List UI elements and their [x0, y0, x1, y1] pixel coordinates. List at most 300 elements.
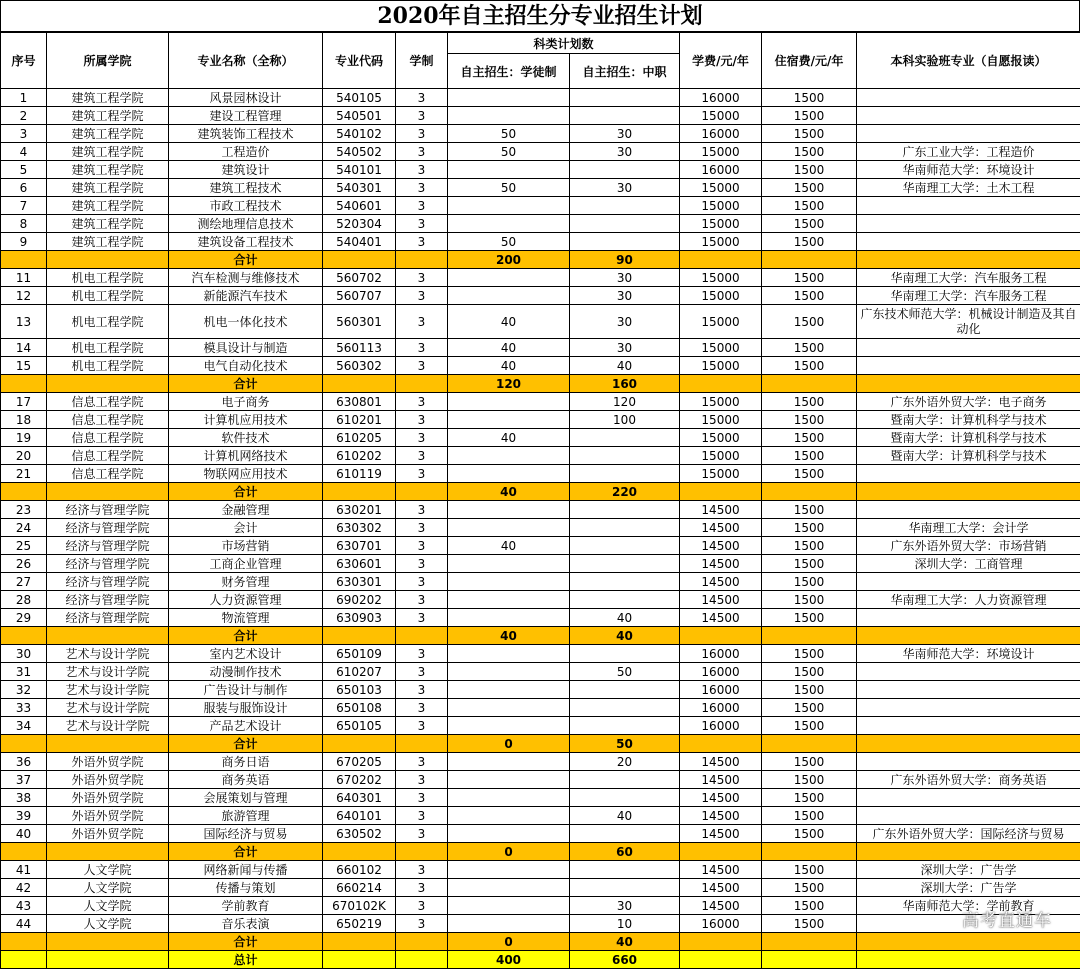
cell-years: 3 — [396, 519, 448, 537]
cell-plan-apprentice — [448, 591, 570, 609]
subtotal-label: 合计 — [169, 933, 323, 951]
cell-college: 外语外贸学院 — [47, 807, 169, 825]
cell-tuition: 16000 — [680, 89, 762, 107]
cell-pilot — [857, 699, 1080, 717]
table-row — [1, 699, 1080, 717]
cell-college: 信息工程学院 — [47, 393, 169, 411]
cell-tuition: 16000 — [680, 717, 762, 735]
cell-code: 540301 — [323, 179, 396, 197]
cell-years: 3 — [396, 339, 448, 357]
cell-plan-apprentice — [448, 897, 570, 915]
cell-major: 建设工程管理 — [169, 107, 323, 125]
cell-plan-apprentice — [448, 825, 570, 843]
cell-blank — [1, 735, 47, 753]
cell-college: 信息工程学院 — [47, 447, 169, 465]
cell-tuition: 15000 — [680, 179, 762, 197]
cell-dorm: 1500 — [762, 233, 857, 251]
table-row — [1, 269, 1080, 287]
cell-no: 28 — [1, 591, 47, 609]
cell-code: 540501 — [323, 107, 396, 125]
cell-major: 商务英语 — [169, 771, 323, 789]
cell-no: 5 — [1, 161, 47, 179]
cell-college: 信息工程学院 — [47, 429, 169, 447]
cell-major: 广告设计与制作 — [169, 681, 323, 699]
cell-pilot: 广东外语外贸大学：国际经济与贸易 — [857, 825, 1080, 843]
cell-pilot: 华南师范大学：学前教育 — [857, 897, 1080, 915]
cell-dorm: 1500 — [762, 501, 857, 519]
cell-blank — [323, 483, 396, 501]
cell-plan-apprentice — [448, 161, 570, 179]
cell-plan-apprentice — [448, 699, 570, 717]
cell-plan-apprentice: 40 — [448, 305, 570, 339]
cell-blank — [47, 843, 169, 861]
cell-tuition: 14500 — [680, 591, 762, 609]
cell-blank — [47, 951, 169, 969]
total-plan-apprentice: 200 — [448, 251, 570, 269]
grand-total-row — [1, 951, 1080, 969]
total-plan-apprentice: 0 — [448, 933, 570, 951]
table-row — [1, 89, 1080, 107]
cell-blank — [857, 735, 1080, 753]
cell-no: 4 — [1, 143, 47, 161]
cell-plan-vocational: 30 — [570, 287, 680, 305]
cell-dorm: 1500 — [762, 89, 857, 107]
cell-dorm: 1500 — [762, 393, 857, 411]
cell-blank — [857, 627, 1080, 645]
cell-tuition: 14500 — [680, 879, 762, 897]
cell-tuition: 14500 — [680, 771, 762, 789]
cell-pilot: 广东工业大学：工程造价 — [857, 143, 1080, 161]
cell-college: 机电工程学院 — [47, 339, 169, 357]
cell-no: 34 — [1, 717, 47, 735]
subtotal-row — [1, 843, 1080, 861]
cell-code: 650109 — [323, 645, 396, 663]
cell-years: 3 — [396, 537, 448, 555]
header-pilot: 本科实验班专业（自愿报读） — [857, 33, 1080, 89]
cell-plan-apprentice — [448, 789, 570, 807]
table-row — [1, 573, 1080, 591]
cell-no: 42 — [1, 879, 47, 897]
table-row — [1, 339, 1080, 357]
cell-tuition: 16000 — [680, 699, 762, 717]
cell-code: 650219 — [323, 915, 396, 933]
cell-pilot — [857, 789, 1080, 807]
cell-blank — [680, 251, 762, 269]
cell-dorm: 1500 — [762, 897, 857, 915]
cell-plan-apprentice — [448, 393, 570, 411]
cell-no: 17 — [1, 393, 47, 411]
table-row — [1, 161, 1080, 179]
total-plan-apprentice: 0 — [448, 843, 570, 861]
cell-tuition: 14500 — [680, 825, 762, 843]
cell-code: 630502 — [323, 825, 396, 843]
cell-tuition: 14500 — [680, 555, 762, 573]
subtotal-row — [1, 483, 1080, 501]
cell-pilot — [857, 573, 1080, 591]
subtotal-row — [1, 735, 1080, 753]
cell-major: 国际经济与贸易 — [169, 825, 323, 843]
cell-major: 新能源汽车技术 — [169, 287, 323, 305]
cell-plan-apprentice — [448, 465, 570, 483]
table-row — [1, 807, 1080, 825]
cell-code: 630701 — [323, 537, 396, 555]
table-row — [1, 393, 1080, 411]
cell-major: 物流管理 — [169, 609, 323, 627]
cell-plan-vocational — [570, 447, 680, 465]
cell-major: 金融管理 — [169, 501, 323, 519]
cell-plan-apprentice — [448, 519, 570, 537]
cell-blank — [47, 627, 169, 645]
cell-dorm: 1500 — [762, 771, 857, 789]
cell-pilot — [857, 717, 1080, 735]
table-row — [1, 897, 1080, 915]
cell-college: 外语外贸学院 — [47, 753, 169, 771]
cell-tuition: 14500 — [680, 609, 762, 627]
cell-tuition: 14500 — [680, 789, 762, 807]
cell-code: 560707 — [323, 287, 396, 305]
cell-code: 640101 — [323, 807, 396, 825]
cell-blank — [1, 483, 47, 501]
cell-blank — [396, 735, 448, 753]
cell-code: 630302 — [323, 519, 396, 537]
cell-pilot: 暨南大学：计算机科学与技术 — [857, 429, 1080, 447]
cell-pilot: 深圳大学：广告学 — [857, 879, 1080, 897]
cell-code: 670205 — [323, 753, 396, 771]
cell-plan-vocational — [570, 717, 680, 735]
cell-major: 市场营销 — [169, 537, 323, 555]
cell-dorm: 1500 — [762, 807, 857, 825]
total-plan-apprentice: 0 — [448, 735, 570, 753]
cell-plan-apprentice: 40 — [448, 357, 570, 375]
cell-major: 服装与服饰设计 — [169, 699, 323, 717]
cell-code: 540601 — [323, 197, 396, 215]
table-row — [1, 501, 1080, 519]
cell-no: 1 — [1, 89, 47, 107]
table-row — [1, 411, 1080, 429]
cell-no: 43 — [1, 897, 47, 915]
cell-code: 630201 — [323, 501, 396, 519]
cell-plan-vocational: 10 — [570, 915, 680, 933]
total-plan-apprentice: 40 — [448, 483, 570, 501]
cell-years: 3 — [396, 447, 448, 465]
cell-blank — [680, 843, 762, 861]
cell-plan-vocational — [570, 555, 680, 573]
cell-plan-apprentice: 50 — [448, 233, 570, 251]
cell-college: 机电工程学院 — [47, 305, 169, 339]
table-row — [1, 753, 1080, 771]
table-row — [1, 861, 1080, 879]
cell-college: 艺术与设计学院 — [47, 699, 169, 717]
table-row — [1, 233, 1080, 251]
cell-years: 3 — [396, 357, 448, 375]
cell-plan-vocational — [570, 429, 680, 447]
table-row — [1, 447, 1080, 465]
cell-plan-apprentice — [448, 411, 570, 429]
cell-college: 经济与管理学院 — [47, 519, 169, 537]
cell-major: 电气自动化技术 — [169, 357, 323, 375]
cell-plan-apprentice: 50 — [448, 179, 570, 197]
cell-plan-vocational: 30 — [570, 125, 680, 143]
table-row — [1, 645, 1080, 663]
cell-years: 3 — [396, 879, 448, 897]
cell-no: 18 — [1, 411, 47, 429]
cell-plan-vocational — [570, 681, 680, 699]
cell-years: 3 — [396, 197, 448, 215]
cell-code: 610119 — [323, 465, 396, 483]
cell-pilot: 广东外语外贸大学：市场营销 — [857, 537, 1080, 555]
cell-major: 物联网应用技术 — [169, 465, 323, 483]
cell-plan-apprentice — [448, 89, 570, 107]
cell-major: 风景园林设计 — [169, 89, 323, 107]
cell-plan-apprentice — [448, 215, 570, 233]
table-row — [1, 717, 1080, 735]
cell-plan-apprentice — [448, 681, 570, 699]
cell-dorm: 1500 — [762, 465, 857, 483]
cell-college: 人文学院 — [47, 897, 169, 915]
cell-major: 计算机应用技术 — [169, 411, 323, 429]
header-major: 专业名称（全称） — [169, 33, 323, 89]
cell-blank — [762, 843, 857, 861]
cell-dorm: 1500 — [762, 269, 857, 287]
cell-no: 19 — [1, 429, 47, 447]
subtotal-row — [1, 251, 1080, 269]
cell-blank — [680, 627, 762, 645]
table-row — [1, 107, 1080, 125]
table-row — [1, 465, 1080, 483]
cell-major: 室内艺术设计 — [169, 645, 323, 663]
cell-pilot — [857, 681, 1080, 699]
cell-plan-apprentice — [448, 879, 570, 897]
table-row — [1, 681, 1080, 699]
cell-pilot: 华南理工大学：人力资源管理 — [857, 591, 1080, 609]
cell-years: 3 — [396, 161, 448, 179]
total-plan-vocational: 160 — [570, 375, 680, 393]
cell-college: 经济与管理学院 — [47, 555, 169, 573]
table-row — [1, 591, 1080, 609]
cell-pilot: 暨南大学：计算机科学与技术 — [857, 411, 1080, 429]
cell-code: 610205 — [323, 429, 396, 447]
table-row — [1, 663, 1080, 681]
cell-code: 650108 — [323, 699, 396, 717]
table-row — [1, 143, 1080, 161]
cell-plan-apprentice — [448, 915, 570, 933]
cell-major: 建筑装饰工程技术 — [169, 125, 323, 143]
cell-major: 传播与策划 — [169, 879, 323, 897]
cell-major: 工程造价 — [169, 143, 323, 161]
cell-major: 电子商务 — [169, 393, 323, 411]
cell-pilot: 暨南大学：计算机科学与技术 — [857, 447, 1080, 465]
cell-no: 12 — [1, 287, 47, 305]
cell-dorm: 1500 — [762, 825, 857, 843]
cell-plan-apprentice — [448, 663, 570, 681]
cell-tuition: 15000 — [680, 357, 762, 375]
cell-plan-vocational — [570, 879, 680, 897]
table-row — [1, 215, 1080, 233]
cell-no: 41 — [1, 861, 47, 879]
subtotal-label: 合计 — [169, 483, 323, 501]
cell-dorm: 1500 — [762, 555, 857, 573]
cell-years: 3 — [396, 269, 448, 287]
cell-dorm: 1500 — [762, 645, 857, 663]
cell-pilot: 华南理工大学：土木工程 — [857, 179, 1080, 197]
cell-dorm: 1500 — [762, 305, 857, 339]
cell-blank — [1, 933, 47, 951]
cell-college: 艺术与设计学院 — [47, 645, 169, 663]
cell-years: 3 — [396, 609, 448, 627]
cell-code: 660214 — [323, 879, 396, 897]
cell-no: 37 — [1, 771, 47, 789]
cell-no: 30 — [1, 645, 47, 663]
cell-dorm: 1500 — [762, 179, 857, 197]
cell-no: 15 — [1, 357, 47, 375]
cell-dorm: 1500 — [762, 591, 857, 609]
cell-plan-vocational — [570, 699, 680, 717]
subtotal-label: 合计 — [169, 843, 323, 861]
cell-plan-vocational: 30 — [570, 897, 680, 915]
cell-blank — [857, 933, 1080, 951]
cell-pilot: 深圳大学：工商管理 — [857, 555, 1080, 573]
cell-dorm: 1500 — [762, 143, 857, 161]
total-plan-vocational: 90 — [570, 251, 680, 269]
cell-years: 3 — [396, 699, 448, 717]
table-row — [1, 609, 1080, 627]
cell-dorm: 1500 — [762, 609, 857, 627]
grand-total-label: 总计 — [169, 951, 323, 969]
cell-dorm: 1500 — [762, 107, 857, 125]
header-years: 学制 — [396, 33, 448, 89]
cell-no: 33 — [1, 699, 47, 717]
cell-college: 机电工程学院 — [47, 357, 169, 375]
table-row — [1, 357, 1080, 375]
cell-college: 建筑工程学院 — [47, 143, 169, 161]
cell-pilot: 广东外语外贸大学：商务英语 — [857, 771, 1080, 789]
cell-code: 670202 — [323, 771, 396, 789]
cell-pilot: 华南理工大学：会计学 — [857, 519, 1080, 537]
cell-college: 建筑工程学院 — [47, 125, 169, 143]
cell-plan-apprentice: 50 — [448, 125, 570, 143]
cell-dorm: 1500 — [762, 125, 857, 143]
cell-college: 建筑工程学院 — [47, 179, 169, 197]
cell-tuition: 15000 — [680, 429, 762, 447]
cell-major: 学前教育 — [169, 897, 323, 915]
total-plan-apprentice: 40 — [448, 627, 570, 645]
cell-blank — [47, 375, 169, 393]
cell-tuition: 14500 — [680, 897, 762, 915]
cell-plan-vocational — [570, 89, 680, 107]
cell-major: 旅游管理 — [169, 807, 323, 825]
cell-blank — [762, 375, 857, 393]
cell-no: 39 — [1, 807, 47, 825]
cell-years: 3 — [396, 771, 448, 789]
cell-blank — [396, 375, 448, 393]
cell-dorm: 1500 — [762, 161, 857, 179]
cell-plan-vocational: 30 — [570, 143, 680, 161]
cell-major: 建筑设计 — [169, 161, 323, 179]
cell-major: 市政工程技术 — [169, 197, 323, 215]
table-row — [1, 537, 1080, 555]
cell-years: 3 — [396, 305, 448, 339]
total-plan-apprentice: 120 — [448, 375, 570, 393]
cell-tuition: 15000 — [680, 287, 762, 305]
cell-blank — [323, 627, 396, 645]
cell-no: 20 — [1, 447, 47, 465]
cell-blank — [323, 843, 396, 861]
cell-code: 610207 — [323, 663, 396, 681]
cell-major: 测绘地理信息技术 — [169, 215, 323, 233]
cell-years: 3 — [396, 573, 448, 591]
total-plan-vocational: 40 — [570, 933, 680, 951]
cell-plan-apprentice — [448, 501, 570, 519]
table-row — [1, 915, 1080, 933]
cell-tuition: 16000 — [680, 125, 762, 143]
header-code: 专业代码 — [323, 33, 396, 89]
cell-blank — [680, 375, 762, 393]
cell-dorm: 1500 — [762, 861, 857, 879]
cell-dorm: 1500 — [762, 879, 857, 897]
cell-plan-vocational: 40 — [570, 609, 680, 627]
table-row — [1, 125, 1080, 143]
cell-blank — [1, 251, 47, 269]
subtotal-label: 合计 — [169, 627, 323, 645]
cell-blank — [680, 933, 762, 951]
cell-college: 建筑工程学院 — [47, 233, 169, 251]
cell-code: 520304 — [323, 215, 396, 233]
cell-tuition: 15000 — [680, 269, 762, 287]
cell-years: 3 — [396, 179, 448, 197]
cell-dorm: 1500 — [762, 287, 857, 305]
cell-years: 3 — [396, 897, 448, 915]
cell-years: 3 — [396, 233, 448, 251]
cell-college: 建筑工程学院 — [47, 161, 169, 179]
cell-code: 630903 — [323, 609, 396, 627]
cell-dorm: 1500 — [762, 915, 857, 933]
cell-pilot — [857, 753, 1080, 771]
header-dorm: 住宿费/元/年 — [762, 33, 857, 89]
cell-college: 人文学院 — [47, 915, 169, 933]
cell-plan-apprentice — [448, 573, 570, 591]
cell-pilot — [857, 357, 1080, 375]
cell-dorm: 1500 — [762, 339, 857, 357]
watermark-text: 高考直通车 — [962, 906, 1052, 931]
cell-years: 3 — [396, 287, 448, 305]
cell-plan-vocational: 30 — [570, 269, 680, 287]
cell-code: 540401 — [323, 233, 396, 251]
cell-years: 3 — [396, 717, 448, 735]
cell-plan-vocational — [570, 107, 680, 125]
cell-no: 21 — [1, 465, 47, 483]
cell-blank — [857, 375, 1080, 393]
table-row — [1, 789, 1080, 807]
cell-code: 630601 — [323, 555, 396, 573]
cell-dorm: 1500 — [762, 753, 857, 771]
cell-plan-apprentice: 50 — [448, 143, 570, 161]
cell-blank — [762, 735, 857, 753]
cell-code: 630301 — [323, 573, 396, 591]
cell-pilot — [857, 233, 1080, 251]
cell-major: 软件技术 — [169, 429, 323, 447]
cell-pilot — [857, 89, 1080, 107]
cell-college: 艺术与设计学院 — [47, 681, 169, 699]
cell-tuition: 14500 — [680, 519, 762, 537]
cell-no: 13 — [1, 305, 47, 339]
cell-tuition: 16000 — [680, 645, 762, 663]
cell-plan-apprentice — [448, 717, 570, 735]
cell-blank — [680, 483, 762, 501]
cell-dorm: 1500 — [762, 357, 857, 375]
cell-plan-vocational — [570, 825, 680, 843]
cell-tuition: 15000 — [680, 411, 762, 429]
cell-years: 3 — [396, 807, 448, 825]
